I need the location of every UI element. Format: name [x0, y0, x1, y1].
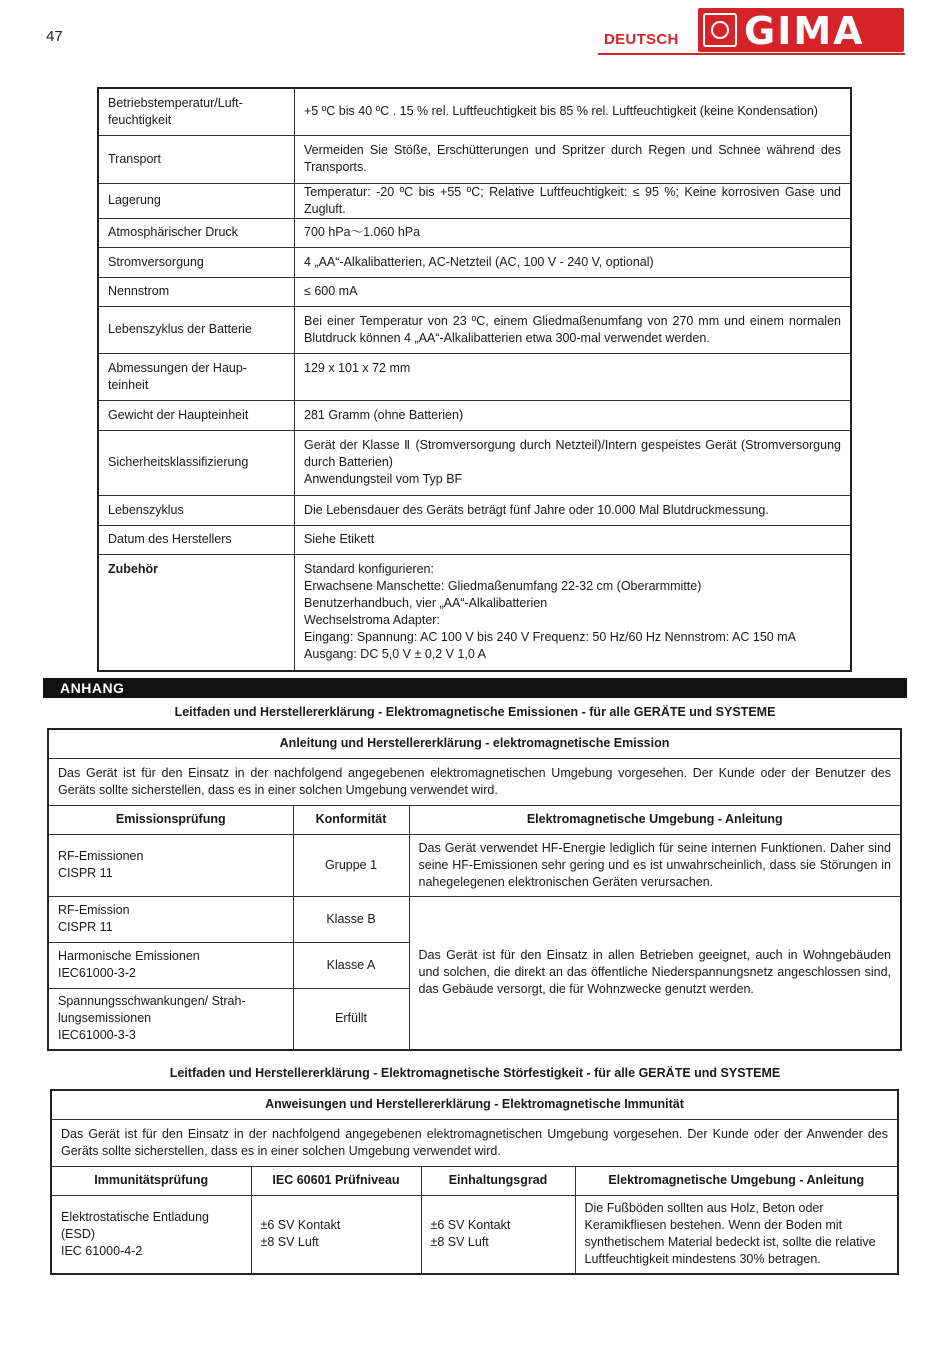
spec-value: Siehe Etikett: [295, 525, 852, 554]
emission-conformity: Klasse B: [293, 896, 409, 942]
immunity-level: ±6 SV Kontakt ±8 SV Luft: [251, 1195, 421, 1274]
emission-test: RF-Emissionen CISPR 11: [48, 834, 293, 896]
spec-label: Gewicht der Haupteinheit: [98, 400, 295, 430]
immunity-header: Elektromagnetische Umgebung - Anleitung: [575, 1166, 898, 1195]
spec-label: Stromversorgung: [98, 247, 295, 277]
spec-label: Zubehör: [98, 554, 295, 671]
specifications-table: [97, 87, 852, 672]
spec-label: Nennstrom: [98, 277, 295, 306]
logo-text: GIMA: [744, 9, 865, 53]
emission-conformity: Klasse A: [293, 942, 409, 988]
page-number: 47: [46, 28, 63, 45]
immunity-header: Einhaltungsgrad: [421, 1166, 575, 1195]
immunity-intro: Das Gerät ist für den Einsatz in der nachfolgend angegebenen elektromagnetischen Umgebung vorgesehen. Der Kunde oder der Anwender des Geräts sollte sicherstellen, dass es in einer solchen Umgebung verwendet wird.: [51, 1119, 898, 1166]
spec-value: +5 ºC bis 40 ºC . 15 % rel. Luftfeuchtigkeit bis 85 % rel. Luftfeuchtigkeit (keine Kondensation): [295, 88, 852, 135]
immunity-test: Elektrostatische Entladung (ESD) IEC 61000-4-2: [51, 1195, 251, 1274]
immunity-header: Immunitätsprüfung: [51, 1166, 251, 1195]
spec-value: Gerät der Klasse Ⅱ (Stromversorgung durch Netzteil)/Intern gespeistes Gerät (Stromversorgung durch Batterien) Anwendungsteil vom Typ BF: [295, 430, 852, 495]
emission-guidance: Das Gerät verwendet HF-Energie lediglich für seine internen Funktionen. Daher sind seine HF-Emissionen sehr gering und es ist unwahrscheinlich, dass sie Störungen in nahegelegenen elektronischen Geräten verursachen.: [409, 834, 901, 896]
immunity-compliance: ±6 SV Kontakt ±8 SV Luft: [421, 1195, 575, 1274]
emission-test: RF-Emission CISPR 11: [48, 896, 293, 942]
spec-value: Die Lebensdauer des Geräts beträgt fünf Jahre oder 10.000 Mal Blutdruckmessung.: [295, 495, 852, 525]
emission-guidance: Das Gerät ist für den Einsatz in allen Betrieben geeignet, auch in Wohngebäuden und solchen, die direkt an das öffentliche Niederspannungsnetz angeschlossen sind, das Gebäude versorgt, die für Wohnzwecke genutzt werden.: [409, 896, 901, 1050]
spec-label: Abmessungen der Haup- teinheit: [98, 353, 295, 400]
spec-value: 4 „AA“-Alkalibatterien, AC-Netzteil (AC, 100 V - 240 V, optional): [295, 247, 852, 277]
spec-label: Atmosphärischer Druck: [98, 218, 295, 247]
emission-conformity: Gruppe 1: [293, 834, 409, 896]
immunity-table: [50, 1089, 899, 1275]
emission-intro: Das Gerät ist für den Einsatz in der nachfolgend angegebenen elektromagnetischen Umgebung vorgesehen. Der Kunde oder der Benutzer des Geräts sollte sicherstellen, dass es in einer solchen Umgebung verwendet wird.: [48, 758, 901, 805]
spec-value: Vermeiden Sie Stöße, Erschütterungen und Spritzer durch Regen und Schnee während des Transports.: [295, 135, 852, 183]
emission-header: Elektromagnetische Umgebung - Anleitung: [409, 805, 901, 834]
spec-value: ≤ 600 mA: [295, 277, 852, 306]
spec-label: Lebenszyklus: [98, 495, 295, 525]
emission-table-title: Anleitung und Herstellererklärung - elektromagnetische Emission: [48, 729, 901, 758]
gima-logo: [698, 8, 904, 52]
immunity-table-title: Anweisungen und Herstellererklärung - Elektromagnetische Immunität: [51, 1090, 898, 1119]
spec-label: Betriebstemperatur/Luft- feuchtigkeit: [98, 88, 295, 135]
spec-label: Datum des Herstellers: [98, 525, 295, 554]
spec-value: 129 x 101 x 72 mm: [295, 353, 852, 400]
emission-test: Harmonische Emissionen IEC61000-3-2: [48, 942, 293, 988]
spec-label: Lagerung: [98, 183, 295, 218]
header-divider: [598, 53, 905, 55]
spec-value: Standard konfigurieren: Erwachsene Manschette: Gliedmaßenumfang 22-32 cm (Oberarmmitte) Benutzerhandbuch, vier „AA“-Alkalibatterien Wechselstroma Adapter: Eingang: Spannung: AC 100 V bis 240 V Frequenz: 50 Hz/60 Hz Nennstrom: AC 150 mA Ausgang: DC 5,0 V ± 0,2 V 1,0 A: [295, 554, 852, 671]
emission-header: Konformität: [293, 805, 409, 834]
spec-label: Lebenszyklus der Batterie: [98, 306, 295, 353]
emission-table: [47, 728, 902, 1051]
emission-header: Emissionsprüfung: [48, 805, 293, 834]
emission-test: Spannungsschwankungen/ Strah- lungsemissionen IEC61000-3-3: [48, 988, 293, 1050]
language-label: DEUTSCH: [604, 31, 679, 48]
spec-label: Sicherheitsklassifizierung: [98, 430, 295, 495]
emission-caption: Leitfaden und Herstellererklärung - Elektromagnetische Emissionen - für alle GERÄTE und SYSTEME: [174, 705, 776, 719]
spec-value: 700 hPa～1.060 hPa: [295, 218, 852, 247]
immunity-caption: Leitfaden und Herstellererklärung - Elektromagnetische Störfestigkeit - für alle GERÄTE und SYSTEME: [169, 1066, 781, 1080]
immunity-header: IEC 60601 Prüfniveau: [251, 1166, 421, 1195]
spec-value: Temperatur: -20 ºC bis +55 ºC; Relative Luftfeuchtigkeit: ≤ 95 %; Keine korrosiven Gase und Zugluft.: [295, 183, 852, 218]
immunity-guidance: Die Fußböden sollten aus Holz, Beton oder Keramikfliesen bestehen. Wenn der Boden mit synthetischem Material bedeckt ist, sollte die relative Luftfeuchtigkeit mindestens 30% betragen.: [575, 1195, 898, 1274]
spec-label: Transport: [98, 135, 295, 183]
appendix-heading: ANHANG: [43, 678, 907, 698]
spec-value: Bei einer Temperatur von 23 ºC, einem Gliedmaßenumfang von 270 mm und einem normalen Blutdruck können 4 „AA“-Alkalibatterien etwa 300-mal verwendet werden.: [295, 306, 852, 353]
logo-emblem-icon: [703, 13, 737, 47]
emission-conformity: Erfüllt: [293, 988, 409, 1050]
spec-value: 281 Gramm (ohne Batterien): [295, 400, 852, 430]
